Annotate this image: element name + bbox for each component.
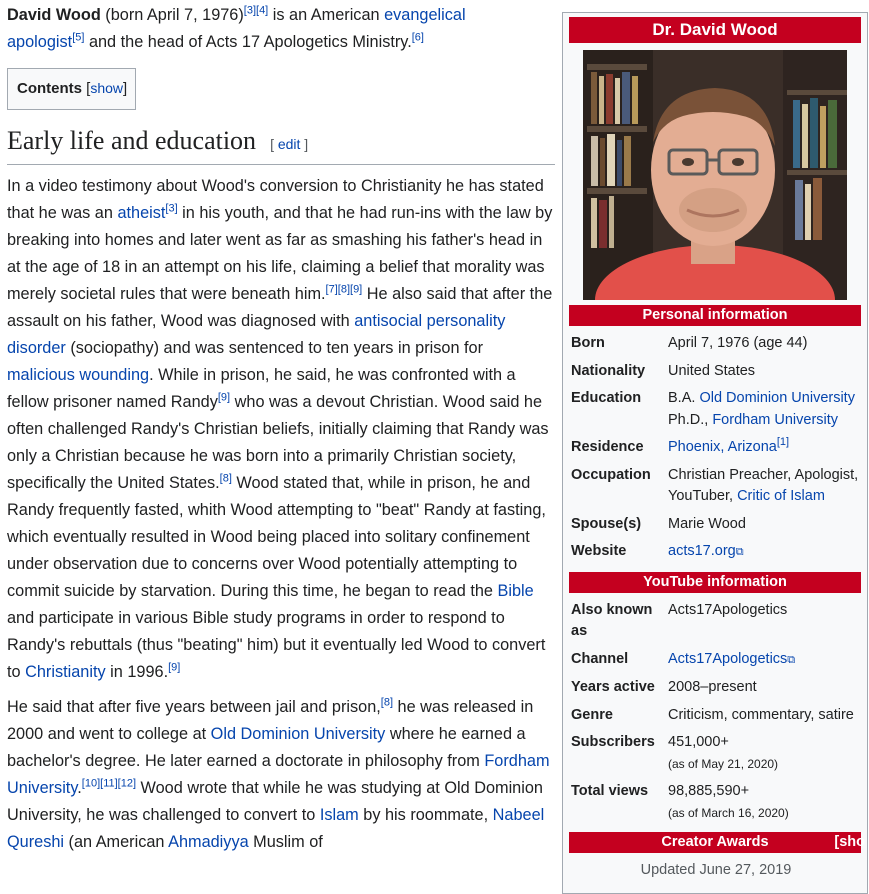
section-heading (7, 124, 555, 165)
paragraph-text: Wood stated that, while in prison, he and Randy frequently fasted, whith Wood attempting to "beat" Randy at fasting, which eventually resulted in Wood being placed into solitary confinement under observation due to concerns over Wood potentially attempting to commit suicide by starvation. During this time, he began to read the (7, 474, 546, 600)
degree-text: B.A. (668, 390, 700, 406)
toc-bracket: [ (82, 80, 91, 97)
website-link[interactable]: acts17.org (668, 543, 736, 559)
paragraph-early-life (7, 173, 555, 686)
occupation-row (571, 462, 861, 511)
paragraph-text: where he earned a bachelor's degree. He later earned a doctorate in philosophy from (7, 725, 526, 770)
edit-bracket: [ (270, 136, 278, 152)
fordham-link[interactable]: Fordham University (7, 752, 550, 797)
paragraph-text: who was a devout Christian. Wood said he often challenged Randy's Christian beliefs, initially claiming that Randy was only a Christian because he was born into a primarily Christian society, specifically the United States. (7, 393, 549, 492)
paragraph-text: Muslim of (248, 833, 323, 851)
paragraph-text: . While in prison, he said, he was confronted with a fellow prisoner named Randy (7, 366, 516, 411)
years-active-value: 2008–present (668, 679, 757, 695)
creator-awards-title: Creator Awards (661, 834, 769, 850)
subject-name: David Wood (7, 6, 101, 24)
citation-link[interactable]: [9] (217, 391, 231, 404)
born-label: Born (571, 335, 605, 351)
personal-info-header: Personal information (569, 305, 861, 326)
evangelical-link[interactable]: evangelical (384, 6, 466, 24)
paragraph-text: in his youth, and that he had run-ins with the law by breaking into homes and later went as far as smashing his father's head in at the age of 18 in an attempt on his life, claiming a belief that morality was merely societal rules that were beneath him. (7, 204, 553, 303)
subscribers-value (668, 732, 861, 775)
spouse-row (571, 511, 861, 539)
aka-row (571, 597, 861, 646)
edit-bracket: ] (300, 136, 309, 152)
islam-link[interactable]: Islam (319, 806, 359, 824)
citation-link[interactable]: [3] (165, 202, 178, 215)
occupation-text: Christian Preacher, Apologist, YouTuber, (668, 466, 859, 504)
portrait-photo[interactable] (583, 50, 847, 300)
bible-link[interactable]: Bible (497, 582, 534, 600)
views-count: 98,885,590+ (668, 783, 750, 799)
section-edit (270, 136, 308, 152)
external-link-icon: ⧉ (787, 653, 796, 666)
updated-row (571, 857, 861, 885)
article-body (7, 0, 555, 864)
paragraph-text: and participate in various Bible study programs in order to respond to Randy's rebuttals (thus "beating" him) but it eventually led Wood to convert to (7, 609, 546, 681)
residence-label: Residence (571, 439, 644, 455)
degree-text: Ph.D., (668, 411, 713, 428)
citation-link[interactable]: [9] (168, 661, 181, 674)
education-label: Education (571, 390, 642, 406)
paragraph-text: . (77, 779, 82, 797)
genre-value: Criticism, commentary, satire (668, 706, 854, 723)
aka-label: Also known as (571, 601, 653, 639)
years-active-row (571, 674, 861, 702)
education-value (668, 388, 861, 431)
channel-row (571, 646, 861, 675)
aspd-link[interactable]: antisocial personality disorder (7, 312, 506, 357)
paragraph-college (7, 694, 555, 856)
spouse-value: Marie Wood (668, 515, 746, 532)
website-label: Website (571, 543, 627, 559)
genre-label: Genre (571, 706, 613, 723)
nationality-label: Nationality (571, 362, 646, 379)
residence-row (571, 434, 861, 462)
ahmadiyya-link[interactable]: Ahmadiyya (168, 833, 249, 851)
awards-show-toggle[interactable]: [sho (834, 834, 865, 850)
intro-text: is an American (268, 6, 385, 24)
born-row (571, 330, 861, 358)
views-label: Total views (571, 783, 649, 799)
website-value (668, 541, 861, 564)
intro-paragraph (7, 0, 555, 56)
views-note: (as of March 16, 2020) (668, 805, 789, 820)
odu-link[interactable]: Old Dominion University (210, 725, 386, 743)
citation-link[interactable]: [3][4] (243, 4, 269, 17)
creator-awards-header (569, 832, 865, 853)
toc-title: Contents (17, 80, 82, 97)
citation-link[interactable]: [8] (219, 472, 232, 485)
subscribers-row (571, 729, 861, 778)
citation-link[interactable]: [6] (411, 31, 424, 44)
born-value: April 7, 1976 (age 44) (668, 335, 808, 351)
nationality-value: United States (668, 362, 756, 379)
channel-label: Channel (571, 650, 629, 667)
malicious-wounding-link[interactable]: malicious wounding (7, 366, 150, 384)
edit-link[interactable]: edit (277, 136, 301, 152)
genre-row (571, 702, 861, 730)
paragraph-text: Wood wrote that while he was studying at Old Dominion University, he was challenged to convert to (7, 779, 543, 824)
infobox-title: Dr. David Wood (569, 17, 861, 43)
external-link-icon: ⧉ (735, 546, 744, 558)
updated-text: Updated June 27, 2019 (640, 862, 792, 878)
website-row (571, 538, 861, 567)
portrait-image (583, 50, 847, 300)
views-row (571, 778, 861, 827)
apologist-link[interactable]: apologist (7, 33, 73, 51)
paragraph-text: He said that after five years between jail and prison, (7, 698, 381, 716)
aka-value: Acts17Apologetics (668, 601, 788, 618)
toc-bracket: ] (123, 80, 128, 97)
fordham-link[interactable]: Fordham University (712, 411, 839, 428)
residence-link[interactable]: Phoenix, Arizona (668, 439, 777, 455)
critic-of-islam-link[interactable]: Critic of Islam (737, 488, 825, 504)
paragraph-text: in 1996. (105, 663, 169, 681)
paragraph-text: he was released in 2000 and went to college at (7, 698, 534, 743)
christianity-link[interactable]: Christianity (25, 663, 106, 681)
citation-link[interactable]: [5] (72, 31, 85, 44)
nationality-row (571, 358, 861, 386)
channel-value (668, 649, 861, 672)
subscribers-count: 451,000+ (668, 734, 729, 750)
views-value (668, 781, 861, 824)
paragraph-text: He also said that after the assault on his father, Wood was diagnosed with (7, 285, 553, 330)
toc-show-toggle[interactable]: show (90, 80, 124, 96)
infobox (562, 12, 868, 894)
citation-link[interactable]: [1] (776, 436, 790, 449)
paragraph-text: In a video testimony about Wood's conversion to Christianity he has stated that he was an (7, 177, 544, 222)
section-title: Early life and education (7, 126, 257, 155)
subscribers-note: (as of May 21, 2020) (668, 756, 779, 771)
citation-link[interactable]: [8] (380, 696, 394, 709)
nabeel-qureshi-link[interactable]: Nabeel Qureshi (7, 806, 545, 851)
education-row (571, 385, 861, 434)
atheist-link[interactable]: atheist (117, 204, 166, 222)
citation-link[interactable]: [7][8][9] (325, 283, 363, 296)
youtube-info-header: YouTube information (569, 572, 861, 593)
paragraph-text: by his roommate, (358, 806, 493, 824)
spouse-label: Spouse(s) (571, 515, 642, 532)
citation-link[interactable]: [10][11][12] (81, 777, 137, 790)
intro-text: and the head of Acts 17 Apologetics Ministry. (84, 33, 412, 51)
table-of-contents (7, 68, 136, 110)
intro-text: (born April 7, 1976) (100, 6, 244, 24)
residence-value (668, 437, 861, 459)
channel-link[interactable]: Acts17Apologetics (668, 650, 788, 667)
occupation-value (668, 465, 861, 508)
paragraph-text: (an American (64, 833, 169, 851)
paragraph-text: (sociopathy) and was sentenced to ten years in prison for (65, 339, 484, 357)
occupation-label: Occupation (571, 466, 651, 483)
years-active-label: Years active (571, 679, 655, 695)
subscribers-label: Subscribers (571, 734, 655, 750)
odu-link[interactable]: Old Dominion University (699, 390, 855, 406)
